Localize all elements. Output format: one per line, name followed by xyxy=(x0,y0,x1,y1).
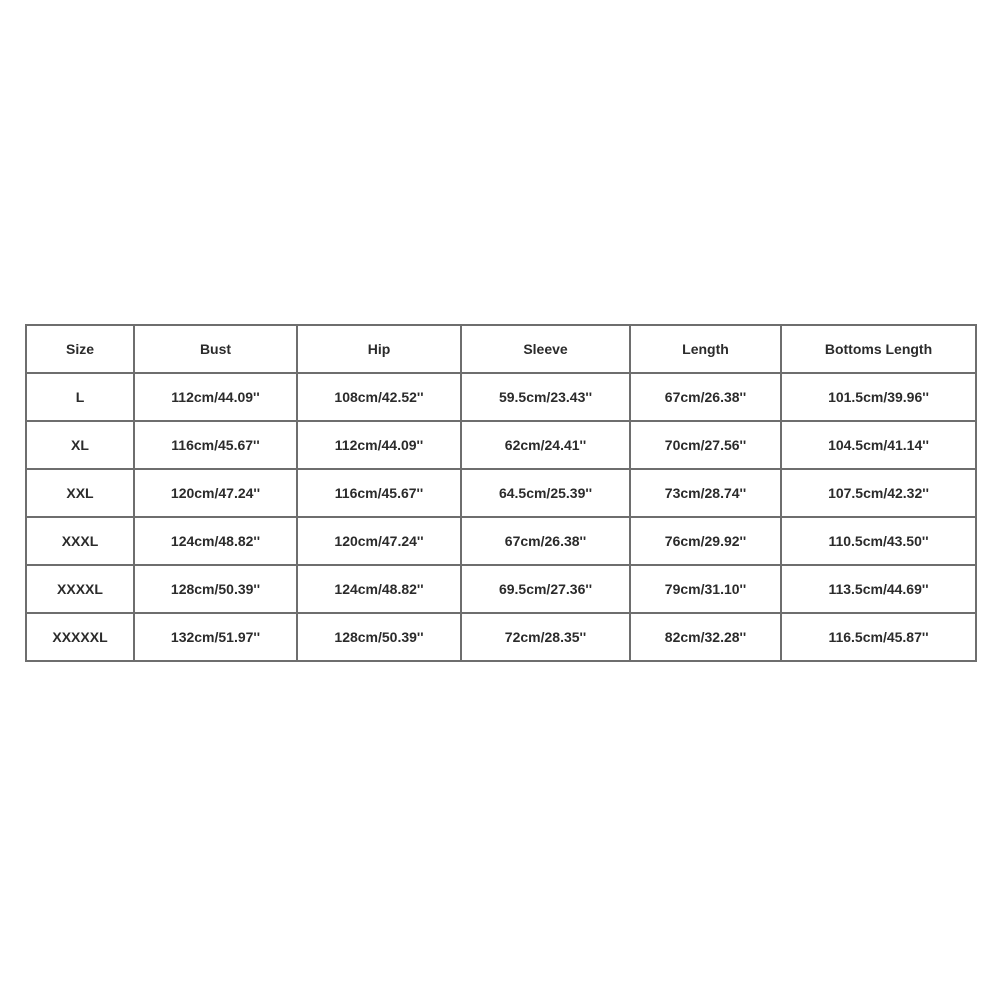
size-cell: XXXXL xyxy=(26,565,134,613)
header-row xyxy=(26,325,976,373)
bust-cell: 112cm/44.09'' xyxy=(134,373,297,421)
bust-cell: 124cm/48.82'' xyxy=(134,517,297,565)
hip-cell: 120cm/47.24'' xyxy=(297,517,461,565)
table-row xyxy=(26,613,976,661)
size-cell: L xyxy=(26,373,134,421)
header-length: Length xyxy=(630,325,781,373)
hip-cell: 112cm/44.09'' xyxy=(297,421,461,469)
header-bust: Bust xyxy=(134,325,297,373)
bust-cell: 120cm/47.24'' xyxy=(134,469,297,517)
bottoms-length-cell: 116.5cm/45.87'' xyxy=(781,613,976,661)
header-size: Size xyxy=(26,325,134,373)
length-cell: 82cm/32.28'' xyxy=(630,613,781,661)
header-sleeve: Sleeve xyxy=(461,325,630,373)
sleeve-cell: 62cm/24.41'' xyxy=(461,421,630,469)
length-cell: 79cm/31.10'' xyxy=(630,565,781,613)
size-chart-body xyxy=(26,373,976,661)
table-row xyxy=(26,373,976,421)
size-chart-table xyxy=(25,324,977,662)
hip-cell: 124cm/48.82'' xyxy=(297,565,461,613)
table-row xyxy=(26,421,976,469)
hip-cell: 108cm/42.52'' xyxy=(297,373,461,421)
sleeve-cell: 69.5cm/27.36'' xyxy=(461,565,630,613)
sleeve-cell: 72cm/28.35'' xyxy=(461,613,630,661)
sleeve-cell: 67cm/26.38'' xyxy=(461,517,630,565)
bottoms-length-cell: 104.5cm/41.14'' xyxy=(781,421,976,469)
size-cell: XL xyxy=(26,421,134,469)
length-cell: 67cm/26.38'' xyxy=(630,373,781,421)
size-chart-header xyxy=(26,325,976,373)
header-hip: Hip xyxy=(297,325,461,373)
bottoms-length-cell: 113.5cm/44.69'' xyxy=(781,565,976,613)
table-row xyxy=(26,469,976,517)
table-row xyxy=(26,517,976,565)
sleeve-cell: 59.5cm/23.43'' xyxy=(461,373,630,421)
size-cell: XXL xyxy=(26,469,134,517)
bust-cell: 132cm/51.97'' xyxy=(134,613,297,661)
length-cell: 76cm/29.92'' xyxy=(630,517,781,565)
bottoms-length-cell: 107.5cm/42.32'' xyxy=(781,469,976,517)
size-cell: XXXXXL xyxy=(26,613,134,661)
bottoms-length-cell: 101.5cm/39.96'' xyxy=(781,373,976,421)
bust-cell: 116cm/45.67'' xyxy=(134,421,297,469)
sleeve-cell: 64.5cm/25.39'' xyxy=(461,469,630,517)
table-row xyxy=(26,565,976,613)
bottoms-length-cell: 110.5cm/43.50'' xyxy=(781,517,976,565)
header-bottoms-length: Bottoms Length xyxy=(781,325,976,373)
hip-cell: 116cm/45.67'' xyxy=(297,469,461,517)
hip-cell: 128cm/50.39'' xyxy=(297,613,461,661)
bust-cell: 128cm/50.39'' xyxy=(134,565,297,613)
length-cell: 70cm/27.56'' xyxy=(630,421,781,469)
size-cell: XXXL xyxy=(26,517,134,565)
length-cell: 73cm/28.74'' xyxy=(630,469,781,517)
